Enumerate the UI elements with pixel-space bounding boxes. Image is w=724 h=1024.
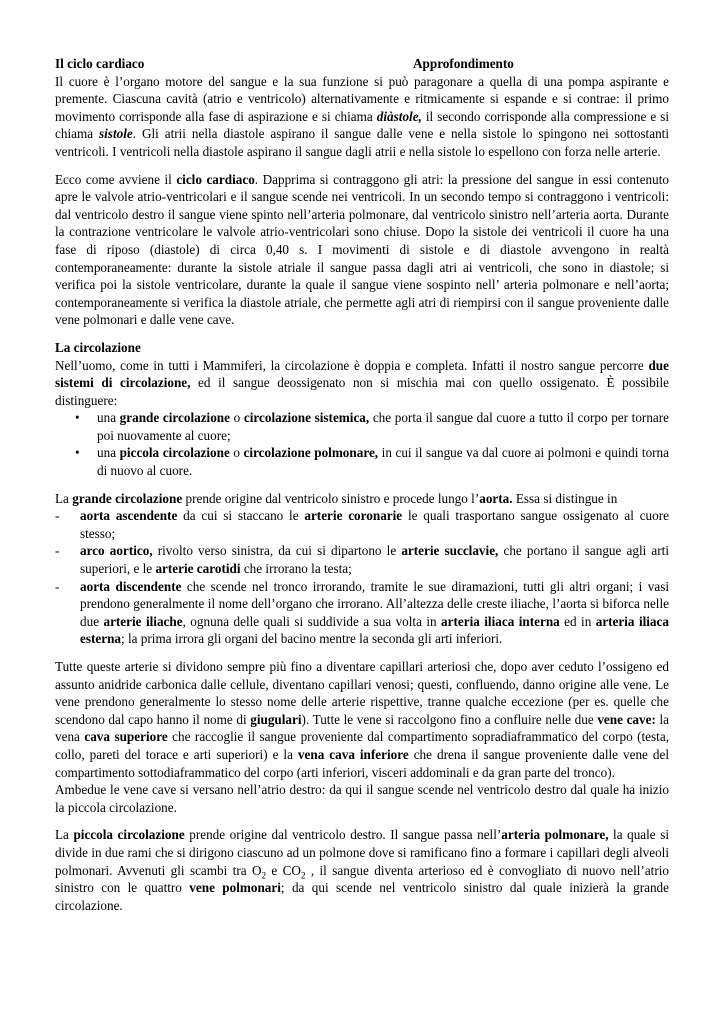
paragraph-vene-cave: Ambedue le vene cave si versano nell’atrio destro: da qui il sangue scende nel ventricolo destro dal quale ha inizio la piccola circolazione. — [55, 782, 669, 815]
paragraph-intro: Il cuore è l’organo motore del sangue e la sua funzione si può paragonare a quella di una pompa aspirante e premente. Ciascuna cavità (atrio e ventricolo) alternativamente e ritmicamente si espande e si contrae: il primo movimento corrisponde alla fase di aspirazione e si chiama diàstole, il secondo corrisponde alla compressione e si chiama sistole. Gli atrii nella diastole aspirano il sangue dalle vene e nella sistole lo spingono nei sottostanti ventricoli. I ventricoli nella diastole aspirano il sangue dagli atrii e nella sistole lo espellono con forza nelle arterie. — [55, 73, 669, 159]
section-tag: Approfondimento — [413, 56, 514, 71]
list-item: - aorta discendente che scende nel tronco irrorando, tramite le sue diramazioni, tutti gli altri organi; i vasi prendono generalmente il nome dell’organo che irrorano. All’altezza delle creste iliache, l’aorta si biforca nelle due arterie iliache, ognuna delle quali si suddivide a sua volta in arteria iliaca interna ed in arteria iliaca esterna; la prima irrora gli organi del bacino mentre la seconda gli arti inferiori. — [55, 578, 669, 647]
paragraph-vene: Tutte queste arterie si dividono sempre più fino a diventare capillari arteriosi che, dopo aver ceduto l’ossigeno ed assunto anidride carbonica dalle cellule, diventano capillari venosi; questi, confluendo, danno origine alle vene. Le vene prendono generalmente lo stesso nome delle arterie rispettive, tranne qualche eccezione (per es. quelle che scendono dal capo hanno il nome di giugulari). Tutte le vene si raccolgono fino a confluire nelle due vene cave: la vena cava superiore che raccoglie il sangue proveniente dal compartimento sopradiaframmatico del corpo (testa, collo, pareti del torace e arti superiori) e la vena cava inferiore che drena il sangue proveniente dalle vene del compartimento sottodiaframmatico del corpo (arti inferiori, visceri addominali e da gran parte del tronco). — [55, 659, 669, 780]
page-header — [55, 55, 669, 73]
page-title: Il ciclo cardiaco — [55, 56, 145, 71]
paragraph-ciclo-cardiaco: Ecco come avviene il ciclo cardiaco. Dapprima si contraggono gli atri: la pressione del sangue in essi contenuto apre le valvole atrio-ventricolari e il sangue scende nei ventricoli. In un secondo tempo si contraggono i ventricoli: dal ventricolo destro il sangue viene spinto nell’arteria polmonare, dal ventricolo sinistro nell’arteria aorta. Durante la contrazione ventricolare le valvole atrio-ventricolari sono chiuse. Dopo la sistole dei ventricoli il cuore ha una fase di riposo (diastole) di circa 0,40 s. I movimenti di sistole e di diastole avvengono in realtà contemporaneamente: durante la sistole atriale il sangue passa dagli atri ai ventricoli, che sono in diastole; si verifica poi la sistole ventricolare, durante la quale il sangue viene sospinto nell’ arteria polmonare e nell’aorta; contemporaneamente si verifica la diastole atriale, che permette agli atri di riempirsi con il sangue proveniente dalle vene polmonari e dalle vene cave. — [55, 171, 669, 328]
list-item: • una piccola circolazione o circolazione polmonare, in cui il sangue va dal cuore ai polmoni e quindi torna di nuovo al cuore. — [75, 445, 670, 479]
list-item: - aorta ascendente da cui si staccano le arterie coronarie le quali trasportano sangue ossigenato al cuore stesso; — [55, 508, 669, 541]
paragraph-piccola-circolazione: La piccola circolazione prende origine dal ventricolo destro. Il sangue passa nell’arteria polmonare, la quale si divide in due rami che si dirigono ciascuno ad un polmone dove si ramificano fino a formare i capillari degli alveoli polmonari. Avvenuti gli scambi tra $O_2$ e $CO_2$ , il sangue diventa arterioso ed è convogliato di nuovo nell’atrio sinistro con le quattro vene polmonari; da qui scende nel ventricolo sinistro dal quale inizierà la grande circolazione. — [55, 827, 669, 913]
list-item: • una grande circolazione o circolazione sistemica, che porta il sangue dal cuore a tutto il corpo per tornare poi nuovamente al cuore; — [75, 410, 670, 443]
bullet-list — [55, 409, 669, 479]
paragraph-circolazione: Nell’uomo, come in tutti i Mammiferi, la circolazione è doppia e completa. Infatti il nostro sangue percorre due sistemi di circolazione, ed il sangue deossigenato non si mischia mai con quello ossigenato. È possibile distinguere: — [55, 357, 669, 408]
list-item: - arco aortico, rivolto verso sinistra, da cui si dipartono le arterie succlavie, che portano il sangue agli arti superiori, e le arterie carotidi che irrorano la testa; — [55, 543, 669, 577]
dash-list — [55, 507, 669, 648]
paragraph-grande-circolazione: La grande circolazione prende origine dal ventricolo sinistro e procede lungo l’aorta. Essa si distingue in — [55, 490, 618, 506]
heading-circolazione: La circolazione — [55, 339, 141, 355]
